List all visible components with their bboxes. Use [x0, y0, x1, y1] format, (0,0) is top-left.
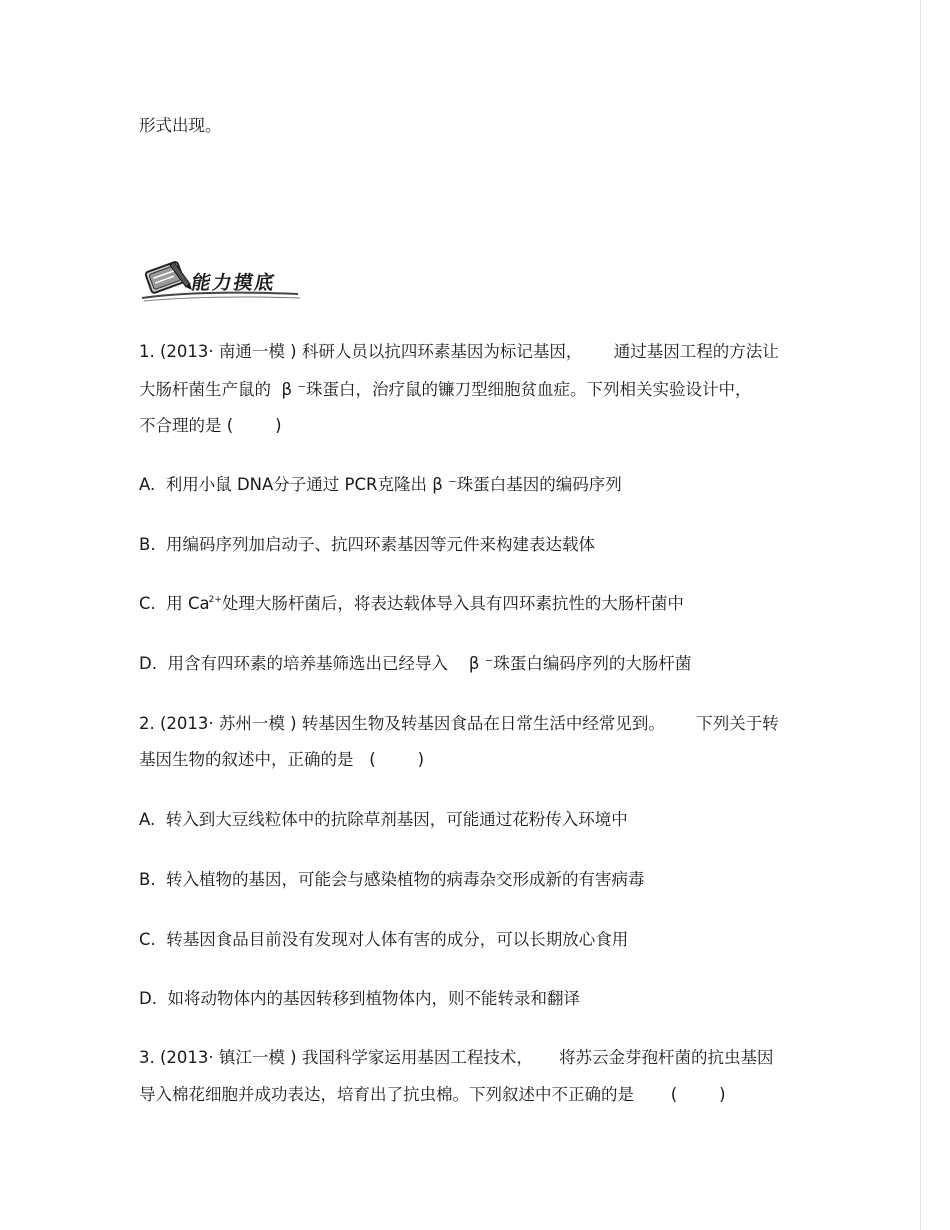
option-c-text: 处理大肠杆菌后，将表达载体导入具有四环素抗性的大肠杆菌中	[221, 594, 684, 613]
page-edge	[920, 0, 921, 1230]
option-c-text: C. 用 Ca	[139, 594, 210, 613]
question-stem-line: 导入棉花细胞并成功表达，培育出了抗虫棉。下列叙述中不正确的是 ( )	[139, 1085, 726, 1104]
option-d: D. 用含有四环素的培养基筛选出已经导入 β ⁻珠蛋白编码序列的大肠杆菌	[139, 654, 692, 673]
question-stem-line: 2. (2013· 苏州一模 ) 转基因生物及转基因食品在日常生活中经常见到。 下列关于转	[139, 714, 779, 733]
option-a: A. 利用小鼠 DNA分子通过 PCR克隆出 β ⁻珠蛋白基因的编码序列	[139, 475, 622, 494]
option-c	[139, 593, 684, 618]
question-stem-line: 基因生物的叙述中，正确的是 ( )	[139, 750, 425, 769]
question-stem-line: 1. (2013· 南通一模 ) 科研人员以抗四环素基因为标记基因， 通过基因工程的方法让	[139, 342, 779, 361]
intro-text: 形式出现。	[139, 116, 222, 135]
option-b: B. 用编码序列加启动子、抗四环素基因等元件来构建表达载体	[139, 535, 596, 554]
option-b: B. 转入植物的基因，可能会与感染植物的病毒杂交形成新的有害病毒	[139, 870, 645, 889]
option-d: D. 如将动物体内的基因转移到植物体内，则不能转录和翻译	[139, 989, 580, 1008]
question-stem-line: 3. (2013· 镇江一模 ) 我国科学家运用基因工程技术， 将苏云金芽孢杆菌的抗虫基因	[139, 1048, 774, 1067]
question-stem-line: 不合理的是 ( )	[139, 416, 282, 435]
option-a: A. 转入到大豆线粒体中的抗除草剂基因，可能通过花粉传入环境中	[139, 810, 628, 829]
option-c: C. 转基因食品目前没有发现对人体有害的成分，可以长期放心食用	[139, 930, 629, 949]
superscript-charge: 2+	[208, 595, 222, 605]
question-stem-line: 大肠杆菌生产鼠的 β ⁻珠蛋白，治疗鼠的镰刀型细胞贫血症。下列相关实验设计中，	[139, 380, 752, 399]
section-title: 能力摸底	[189, 272, 278, 294]
